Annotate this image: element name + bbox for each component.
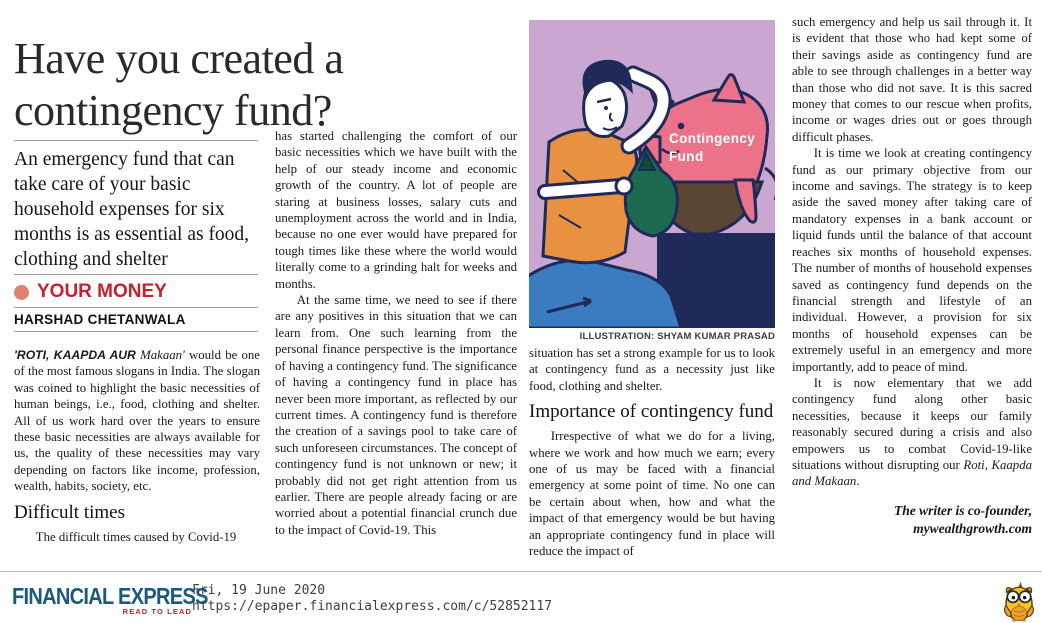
article-column-2 xyxy=(275,128,517,572)
read-to-lead-tagline: READ TO LEAD xyxy=(122,607,192,616)
writer-credit-line2: mywealthgrowth.com xyxy=(913,520,1032,536)
paragraph: has started challenging the comfort of our basic necessities which we have built with the help of our steady income and economic growth of the country. A lot of people are staring at business losses, salary cuts and unemployment across the world and in India, because no one ever would have prepared for tough times like these where the world would literally come to a grinding halt for weeks and months. xyxy=(275,129,517,291)
lead-in-rest: would be one of the most famous slogans in India. The slogan was coined to highlight the basic necessities of human beings, i.e., food, clothing and shelter. All of us work hard over the years to ensure these basic necessities are always available for us, the quality of these necessities may vary depending on factors like income, profession, wealth, habits, society, etc. xyxy=(14,348,260,494)
writer-credit xyxy=(792,502,1032,538)
footer-meta xyxy=(192,583,552,615)
article-standfirst: An emergency fund that can take care of your basic household expenses for six months is as essential as food, clothing and shelter xyxy=(14,149,250,270)
paragraph: Irrespective of what we do for a living, where we work and how much we earn; every one of us may be faced with a financial emergency at some point of time. No one can be certain about when, how and what the impact of that emergency would be but having an appropriate contingency fund in place will reduce the impact of xyxy=(529,429,775,559)
article-column-3 xyxy=(529,345,775,571)
paragraph xyxy=(792,375,1032,490)
paragraph xyxy=(14,347,260,495)
paragraph: At the same time, we need to see if there are any positives in this situation that we can learn from. One such learning from the personal finance perspective is the importance of having a contingency fund. The significance of having a contingency fund in place has never been more important, as reflected by our current times. A contingency fund is therefore the creation of a savings pool to take care of such unforeseen circumstances. The concept of contingency fund is not unknown or new; it probably did not get right attention from us earlier. There are people already facing or are worried about a potential financial crunch due to the impact of Covid-19. This xyxy=(275,293,517,537)
section-label: YOUR MONEY xyxy=(37,281,167,302)
closing-text: It is now elementary that we add contingency fund along other basic necessities, because it keeps our family reasonably secured during a crisis and also empowers us to combat Covid-19-like situations without disrupting our xyxy=(792,375,1032,472)
paragraph: situation has set a strong example for us to look at contingency fund as a necessity just like food, clothing and shelter. xyxy=(529,346,775,393)
edition-date: Fri, 19 June 2020 xyxy=(192,583,326,598)
epaper-url: https://epaper.financialexpress.com/c/52852117 xyxy=(192,599,553,614)
financial-express-wordmark: FINANCIAL EXPRESS xyxy=(12,583,208,609)
article-headline: Have you created a contingency fund? xyxy=(14,34,344,136)
subheading-difficult-times: Difficult times xyxy=(14,501,125,523)
paragraph: such emergency and help us sail through it. It is evident that those who had kept some of their savings aside as contingency fund are able to see through challenges in a better way than those who did not save. It is this sacred money that comes to our rescue when profits, income or wages dries out or goes through difficult phases. xyxy=(792,15,1032,144)
section-label-row xyxy=(14,281,260,303)
paragraph: The difficult times caused by Covid-19 xyxy=(35,529,237,544)
contingency-fund-illustration-image xyxy=(529,20,775,328)
piggy-bank-label-line2: Fund xyxy=(669,149,704,164)
paragraph: It is time we look at creating contingency fund as our primary objective from our income and savings. The strategy is to keep aside the saved money after taking care of mandatory expenses in a bank account or liquid funds until the balance of that account reaches six months of household expenses. The number of months of household expenses saved as contingency fund depends on the financial strength and lifestyle of an individual. However, a provision for six months of household expenses can be extremely useful in an emergency and more importantly, add to peace of mind. xyxy=(792,146,1032,374)
owl-mascot-icon[interactable] xyxy=(1000,582,1038,622)
writer-credit-line1: The writer is co-founder, xyxy=(893,502,1032,518)
financial-express-logo xyxy=(12,583,208,616)
author-byline: HARSHAD CHETANWALA xyxy=(14,312,186,327)
section-bullet-icon xyxy=(14,285,29,300)
divider xyxy=(14,274,258,275)
lead-in-italic: Makaan' xyxy=(135,348,185,362)
divider xyxy=(14,140,258,141)
subheading-importance: Importance of contingency fund xyxy=(529,401,774,423)
closing-period: . xyxy=(856,474,860,489)
closing-italic: Roti, Kaapda and Makaan xyxy=(792,457,1032,489)
piggy-bank-label-line1: Contingency xyxy=(669,131,756,146)
article-illustration xyxy=(529,20,775,328)
article-column-4 xyxy=(792,14,1032,570)
illustration-credit-caption: ILLUSTRATION: SHYAM KUMAR PRASAD xyxy=(579,331,775,342)
divider xyxy=(14,307,258,308)
divider xyxy=(14,331,258,332)
lead-in-bold: 'ROTI, KAAPDA AUR xyxy=(14,348,136,362)
article-column-1 xyxy=(14,347,260,569)
footer-divider xyxy=(0,571,1042,572)
